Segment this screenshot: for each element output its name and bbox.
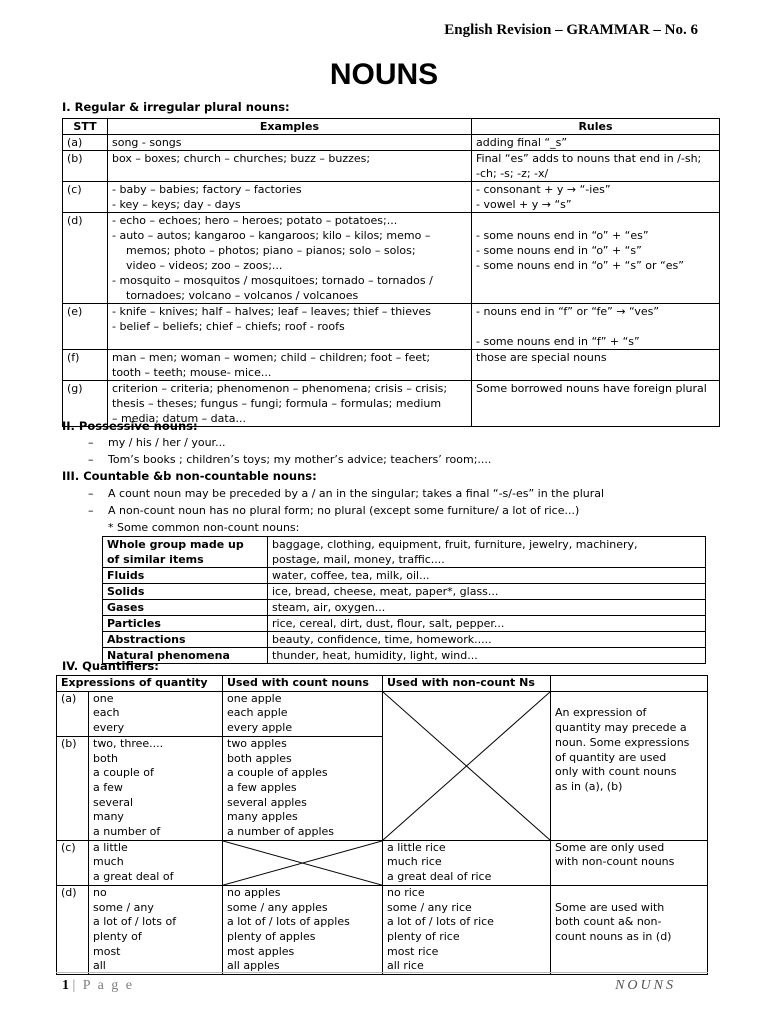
quantifier-id: (a) <box>61 691 77 705</box>
rules-cell <box>472 135 720 151</box>
items-text: beauty, confidence, time, homework..... <box>272 633 492 646</box>
example-line: criterion – criteria; phenomenon – phenomena; crisis – crisis; <box>112 382 448 395</box>
example-line: tornadoes; volcano – volcanos / volcanoes <box>126 289 359 302</box>
document-header: English Revision – GRAMMAR – No. 6 <box>444 22 698 38</box>
note-line: quantity may precede a <box>555 721 687 735</box>
rule-line: - vowel + y → “s” <box>476 198 572 211</box>
quantifier-id: (b) <box>61 736 77 750</box>
note-line: Some are only used <box>555 840 665 854</box>
expression-line: every <box>93 721 125 735</box>
count-cell <box>223 885 383 974</box>
quantifier-id: (c) <box>61 840 76 854</box>
table-row <box>57 840 708 885</box>
examples-cell <box>108 151 472 182</box>
group-cell <box>103 616 268 632</box>
quantifier-id-cell <box>57 840 89 885</box>
example-line: - belief – beliefs; chief – chiefs; roof - roofs <box>112 320 345 333</box>
expression-line: many <box>93 810 124 824</box>
examples-cell <box>108 350 472 381</box>
page-footer-number: 1 | P a g e <box>62 978 134 993</box>
count-line: a number of apples <box>227 825 335 839</box>
group-cell <box>103 568 268 584</box>
examples-cell <box>108 182 472 213</box>
rules-cell <box>472 381 720 427</box>
group-cell <box>103 600 268 616</box>
page-title: NOUNS <box>329 58 439 91</box>
expression-cell <box>89 691 223 736</box>
group-cell <box>103 584 268 600</box>
note-line: Some are used with <box>555 900 665 914</box>
expression-line: each <box>93 706 120 720</box>
rules-cell <box>472 151 720 182</box>
note-line <box>555 886 703 901</box>
rule-line <box>476 213 715 228</box>
col-stt: STT <box>63 119 108 135</box>
section1-heading: I. Regular & irregular plural nouns: <box>62 100 290 114</box>
stt-cell <box>63 151 108 182</box>
count-line: one apple <box>227 691 282 705</box>
non-count-table <box>102 536 706 664</box>
col-count: Used with count nouns <box>223 676 383 692</box>
count-line: several apples <box>227 795 307 809</box>
rule-line: - some nouns end in “o” + “s” <box>476 244 642 257</box>
items-text: postage, mail, money, traffic.... <box>272 553 445 566</box>
note-line: noun. Some expressions <box>555 735 690 749</box>
count-cell <box>223 736 383 840</box>
group-label: Natural phenomena <box>107 649 230 662</box>
table-row <box>103 616 706 632</box>
example-line: man – men; woman – women; child – children; foot – feet; <box>112 351 431 364</box>
noncount-line: much rice <box>387 855 442 869</box>
group-label: Fluids <box>107 569 145 582</box>
items-text: rice, cereal, dirt, dust, flour, salt, pepper... <box>272 617 505 630</box>
rule-line: Some borrowed nouns have foreign plural <box>476 382 707 395</box>
noncount-cell <box>383 885 551 974</box>
rule-line: those are special nouns <box>476 351 607 364</box>
noncount-cell-crossed <box>383 691 551 840</box>
list-item: – A count noun may be preceded by a / an in the singular; takes a final “-s/-es” in the plural <box>88 487 605 500</box>
items-cell <box>268 632 706 648</box>
expression-line: most <box>93 944 121 958</box>
noncount-line: some / any rice <box>387 900 472 914</box>
expression-cell <box>89 736 223 840</box>
items-text: baggage, clothing, equipment, fruit, furniture, jewelry, machinery, <box>272 538 638 551</box>
items-text: steam, air, oxygen... <box>272 601 386 614</box>
expression-line: both <box>93 751 118 765</box>
expression-line: a couple of <box>93 766 154 780</box>
expression-line: a lot of / lots of <box>93 915 177 929</box>
example-line: – media; datum – data... <box>112 412 246 425</box>
page-footer-title: NOUNS <box>615 978 676 993</box>
example-line: - mosquito – mosquitos / mosquitoes; tornado – tornados / <box>112 274 433 287</box>
section2-heading: II. Possessive nouns: <box>62 419 198 433</box>
stt-text: (b) <box>67 152 83 165</box>
group-cell <box>103 632 268 648</box>
group-label: Gases <box>107 601 145 614</box>
note-cell <box>551 885 708 974</box>
table-row <box>103 600 706 616</box>
footer-divider <box>56 972 708 973</box>
table-row <box>63 135 720 151</box>
expression-line: two, three.... <box>93 736 164 750</box>
stt-text: (f) <box>67 351 80 364</box>
example-line: box – boxes; church – churches; buzz – buzzes; <box>112 152 371 165</box>
rule-line: - some nouns end in “o” + “es” <box>476 229 649 242</box>
table-row <box>63 304 720 350</box>
note-line: both count a& non- <box>555 915 662 929</box>
example-line: - knife – knives; half – halves; leaf – leaves; thief – thieves <box>112 305 432 318</box>
table-row <box>103 568 706 584</box>
countable-list <box>88 485 604 536</box>
group-label: of similar items <box>107 553 204 566</box>
items-text: water, coffee, tea, milk, oil... <box>272 569 430 582</box>
stt-text: (e) <box>67 305 83 318</box>
example-line: thesis – theses; fungus – fungi; formula – formulas; medium <box>112 397 442 410</box>
count-line: all apples <box>227 959 280 973</box>
note-line: count nouns as in (d) <box>555 929 672 943</box>
noncount-line: a lot of / lots of rice <box>387 915 494 929</box>
count-line: each apple <box>227 706 288 720</box>
note-line: with non-count nouns <box>555 855 675 869</box>
col-examples: Examples <box>108 119 472 135</box>
rules-cell <box>472 182 720 213</box>
expression-line: a great deal of <box>93 870 174 884</box>
table-row <box>103 537 706 568</box>
example-line: song - songs <box>112 136 182 149</box>
rule-line <box>476 319 715 334</box>
expression-line: one <box>93 691 114 705</box>
noncount-line: a little rice <box>387 840 446 854</box>
group-label: Particles <box>107 617 161 630</box>
count-line: a couple of apples <box>227 766 328 780</box>
example-line: - echo – echoes; hero – heroes; potato – potatoes;... <box>112 214 398 227</box>
count-cell-crossed <box>223 840 383 885</box>
group-label: Solids <box>107 585 145 598</box>
noncount-line: plenty of rice <box>387 929 460 943</box>
stt-text: (d) <box>67 214 83 227</box>
expression-line: no <box>93 885 107 899</box>
list-item: – Tom’s books ; children’s toys; my mother’s advice; teachers’ room;.... <box>88 453 492 466</box>
table-row <box>63 350 720 381</box>
items-cell <box>268 600 706 616</box>
example-line: - baby – babies; factory – factories <box>112 183 302 196</box>
examples-cell <box>108 135 472 151</box>
note-line: An expression of <box>555 706 647 720</box>
stt-text: (g) <box>67 382 83 395</box>
expression-line: a little <box>93 840 128 854</box>
expression-line: plenty of <box>93 929 142 943</box>
rule-line: - nouns end in “f” or “fe” → “ves” <box>476 305 660 318</box>
table-row <box>57 885 708 974</box>
stt-cell <box>63 182 108 213</box>
table-row <box>63 151 720 182</box>
example-line: tooth – teeth; mouse- mice... <box>112 366 272 379</box>
group-label: Abstractions <box>107 633 186 646</box>
non-count-note: * Some common non-count nouns: <box>108 521 300 534</box>
stt-cell <box>63 350 108 381</box>
table-row <box>63 182 720 213</box>
quantifier-id: (d) <box>61 885 77 899</box>
table-row <box>57 691 708 736</box>
count-line: both apples <box>227 751 292 765</box>
rules-cell <box>472 350 720 381</box>
rule-line: - some nouns end in “f” + “s” <box>476 335 640 348</box>
items-text: thunder, heat, humidity, light, wind... <box>272 649 478 662</box>
col-expressions: Expressions of quantity <box>57 676 223 692</box>
table-row <box>63 213 720 304</box>
count-line: plenty of apples <box>227 929 316 943</box>
table-row <box>103 632 706 648</box>
note-cell <box>551 840 708 885</box>
noncount-line: a great deal of rice <box>387 870 492 884</box>
rule-line: adding final “_s” <box>476 136 568 149</box>
list-item: – my / his / her / your... <box>88 436 226 449</box>
note-cell <box>551 691 708 840</box>
rules-cell <box>472 304 720 350</box>
stt-cell <box>63 304 108 350</box>
items-cell <box>268 616 706 632</box>
expression-cell <box>89 840 223 885</box>
count-line: a lot of / lots of apples <box>227 915 350 929</box>
example-line: memos; photo – photos; piano – pianos; solo – solos; <box>126 244 416 257</box>
table-row <box>103 648 706 664</box>
col-note <box>551 676 708 692</box>
examples-cell <box>108 304 472 350</box>
noncount-line: most rice <box>387 944 439 958</box>
count-line: every apple <box>227 721 293 735</box>
count-line: many apples <box>227 810 298 824</box>
rules-cell <box>472 213 720 304</box>
count-line: a few apples <box>227 780 297 794</box>
plural-nouns-table <box>62 118 720 427</box>
col-rules: Rules <box>472 119 720 135</box>
section4-heading: IV. Quantifiers: <box>62 659 159 673</box>
noncount-cell <box>383 840 551 885</box>
stt-cell <box>63 135 108 151</box>
count-line: some / any apples <box>227 900 328 914</box>
rule-line: - consonant + y → “-ies” <box>476 183 611 196</box>
noncount-line: no rice <box>387 885 425 899</box>
quantifier-id-cell <box>57 691 89 736</box>
list-item: – A non-count noun has no plural form; no plural (except some furniture/ a lot of rice...) <box>88 504 580 517</box>
cross-out-mark <box>223 841 382 885</box>
count-line: most apples <box>227 944 295 958</box>
quantifier-id-cell <box>57 885 89 974</box>
cross-out-mark <box>383 692 550 840</box>
example-line: - key – keys; day - days <box>112 198 241 211</box>
quantifiers-table <box>56 675 708 975</box>
example-line: video – videos; zoo – zoos;... <box>126 259 283 272</box>
expression-cell <box>89 885 223 974</box>
quantifier-id-cell <box>57 736 89 840</box>
note-line: as in (a), (b) <box>555 779 623 793</box>
expression-line: all <box>93 959 106 973</box>
items-text: ice, bread, cheese, meat, paper*, glass... <box>272 585 499 598</box>
note-line <box>555 692 703 707</box>
count-cell <box>223 691 383 736</box>
rule-line: Final “es” adds to nouns that end in /-sh; <box>476 152 702 165</box>
stt-text: (c) <box>67 183 82 196</box>
expression-line: a few <box>93 780 123 794</box>
expression-line: much <box>93 855 124 869</box>
group-cell <box>103 537 268 568</box>
note-line: of quantity are used <box>555 750 667 764</box>
note-line: only with count nouns <box>555 765 677 779</box>
table-row <box>103 584 706 600</box>
expression-line: a number of <box>93 825 161 839</box>
expression-line: several <box>93 795 134 809</box>
examples-cell <box>108 213 472 304</box>
items-cell <box>268 568 706 584</box>
example-line: - auto – autos; kangaroo – kangaroos; kilo – kilos; memo – <box>112 229 431 242</box>
rule-line: -ch; -s; -z; -x/ <box>476 167 549 180</box>
col-noncount: Used with non-count Ns <box>383 676 551 692</box>
possessive-list <box>88 434 491 468</box>
expression-line: some / any <box>93 900 154 914</box>
noncount-line: all rice <box>387 959 424 973</box>
items-cell <box>268 648 706 664</box>
stt-text: (a) <box>67 136 83 149</box>
rule-line: - some nouns end in “o” + “s” or “es” <box>476 259 684 272</box>
stt-cell <box>63 213 108 304</box>
count-line: two apples <box>227 736 287 750</box>
group-label: Whole group made up <box>107 538 244 551</box>
count-line: no apples <box>227 885 281 899</box>
section3-heading: III. Countable &b non-countable nouns: <box>62 469 317 483</box>
items-cell <box>268 537 706 568</box>
items-cell <box>268 584 706 600</box>
